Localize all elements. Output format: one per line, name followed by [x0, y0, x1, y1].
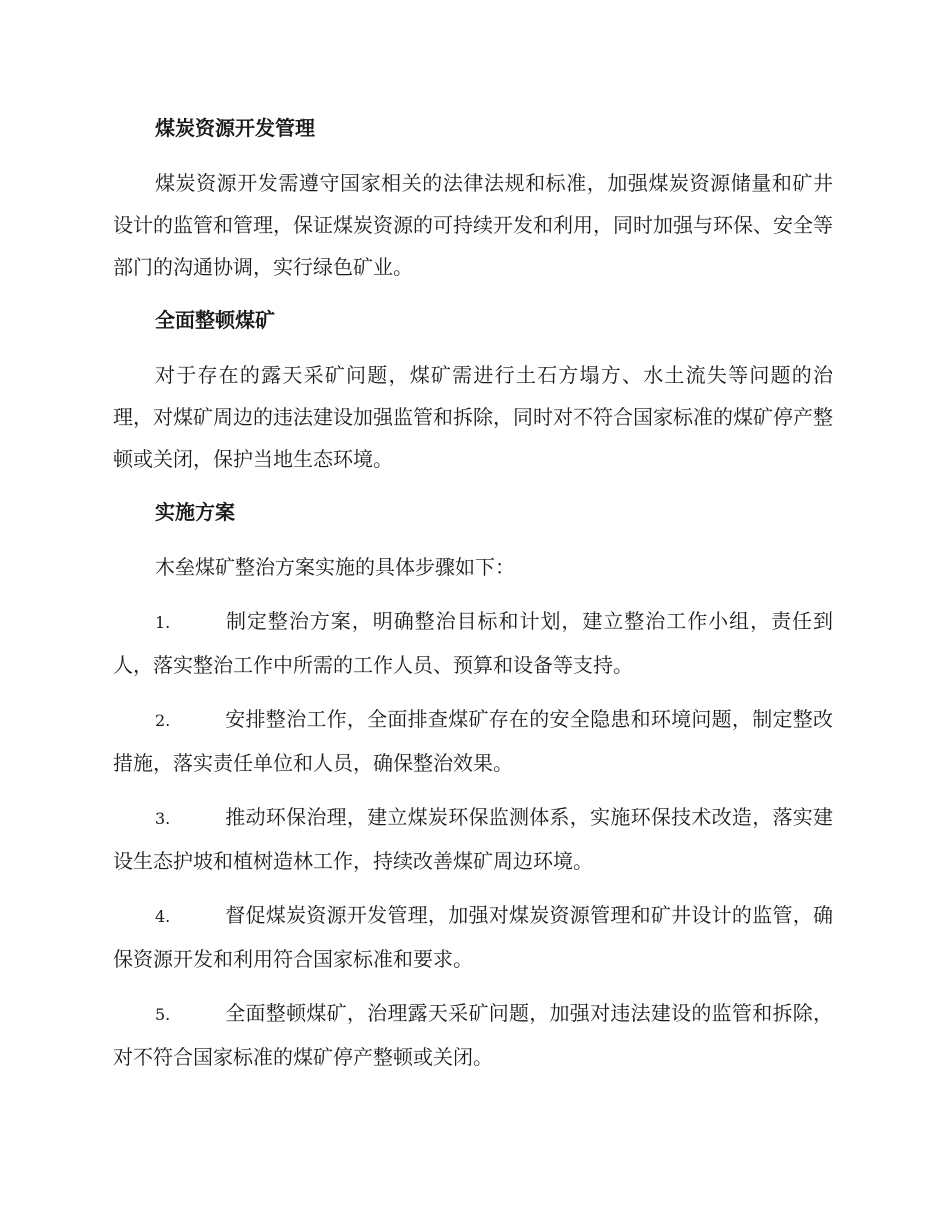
section-heading-coal-resource-development: 煤炭资源开发管理: [155, 116, 315, 140]
section-heading-comprehensive-rectification: 全面整顿煤矿: [155, 308, 275, 332]
list-item-text: 制定整治方案，明确整治目标和计划，建立整治工作小组，责任到人，落实整治工作中所需的工作人员、预算和设备等支持。: [113, 609, 833, 677]
section-paragraph-coal-resource-development: 煤炭资源开发需遵守国家相关的法律法规和标准，加强煤炭资源储量和矿井设计的监管和管理，保证煤炭资源的可持续开发和利用，同时加强与环保、安全等部门的沟通协调，实行绿色矿业。: [113, 171, 833, 279]
list-item-number: 3.: [155, 809, 171, 828]
list-item-number: 4.: [155, 907, 171, 926]
list-item: [113, 600, 833, 686]
section-heading-implementation-plan: 实施方案: [155, 500, 235, 524]
list-item: [113, 992, 833, 1078]
list-item-text: 推动环保治理，建立煤炭环保监测体系，实施环保技术改造，落实建设生态护坡和植树造林工作，持续改善煤矿周边环境。: [113, 805, 833, 873]
list-item: [113, 796, 833, 882]
document-body: [113, 108, 833, 1090]
list-item-number: 1.: [155, 613, 171, 632]
list-item-number: 5.: [155, 1005, 171, 1024]
section-paragraph-implementation-intro: 木垒煤矿整治方案实施的具体步骤如下：: [155, 555, 515, 579]
list-item: [113, 894, 833, 980]
section-paragraph-comprehensive-rectification: 对于存在的露天采矿问题，煤矿需进行土石方塌方、水土流失等问题的治理，对煤矿周边的违法建设加强监管和拆除，同时对不符合国家标准的煤矿停产整顿或关闭，保护当地生态环境。: [113, 363, 833, 471]
list-item-text: 全面整顿煤矿，治理露天采矿问题，加强对违法建设的监管和拆除，对不符合国家标准的煤矿停产整顿或关闭。: [113, 1001, 833, 1069]
list-item: [113, 698, 833, 784]
list-item-number: 2.: [155, 711, 171, 730]
list-item-text: 督促煤炭资源开发管理，加强对煤炭资源管理和矿井设计的监管，确保资源开发和利用符合国家标准和要求。: [113, 903, 833, 971]
list-item-text: 安排整治工作，全面排查煤矿存在的安全隐患和环境问题，制定整改措施，落实责任单位和人员，确保整治效果。: [113, 707, 833, 775]
